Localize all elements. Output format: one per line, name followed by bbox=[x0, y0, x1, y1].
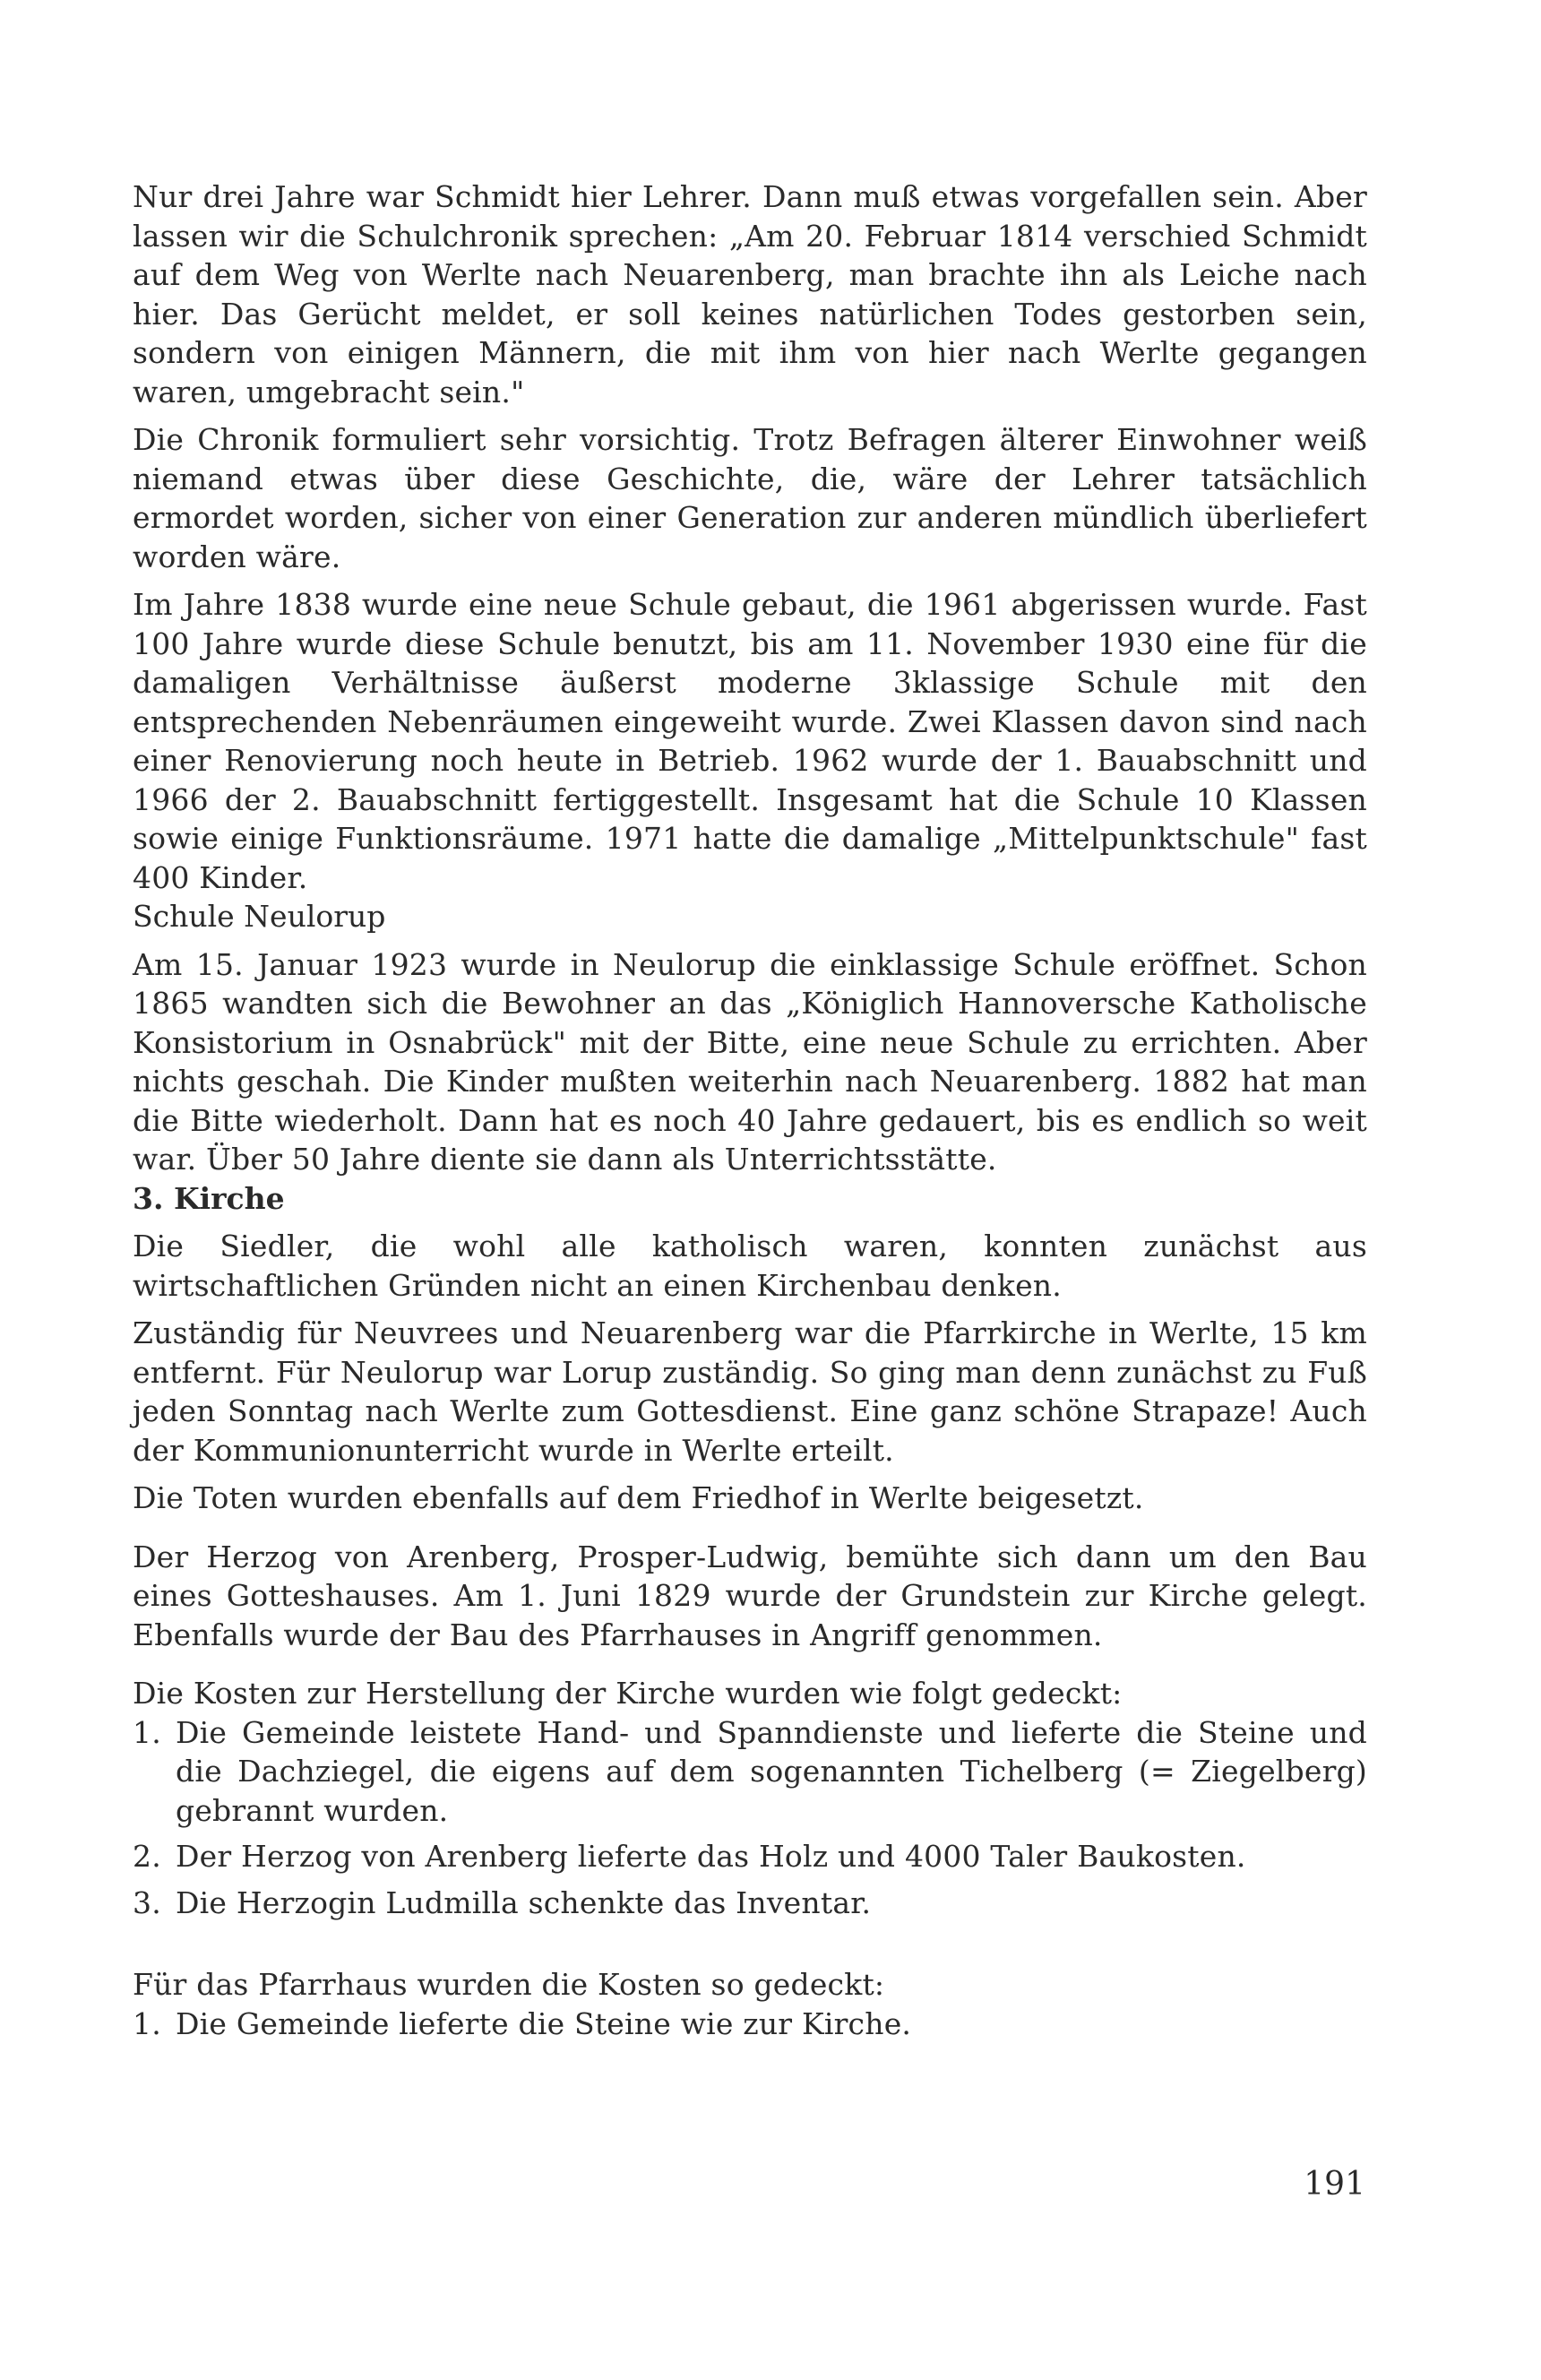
paragraph-neulorup: Am 15. Januar 1923 wurde in Neulorup die einklassige Schule eröffnet. Schon 1865 wandten sich die Bewohner an das „Königlich Hannoversche Katholische Konsistorium in Osnabrück" mit der Bitte, eine neue Schule zu errichten. Aber nichts geschah. Die Kinder mußten weiterhin nach Neuarenberg. 1882 hat man die Bitte wiederholt. Dann hat es noch 40 Jahre gedauert, bis es endlich so weit war. Über 50 Jahre diente sie dann als Unterrichtsstätte. bbox=[133, 946, 1367, 1177]
list-item bbox=[133, 1837, 1367, 1876]
list-marker: 3. bbox=[133, 1884, 161, 1920]
list-marker: 1. bbox=[133, 1714, 161, 1750]
paragraph-neue-schule: Im Jahre 1838 wurde eine neue Schule gebaut, die 1961 abgerissen wurde. Fast 100 Jahre wurde diese Schule benutzt, bis am 11. November 1930 eine für die damaligen Verhältnisse äußerst moderne 3klassige Schule mit den entsprechenden Nebenräumen eingeweiht wurde. Zwei Klassen davon sind nach einer Renovierung noch heute in Betrieb. 1962 wurde der 1. Bauabschnitt und 1966 der 2. Bauabschnitt fertiggestellt. Insgesamt hat die Schule 10 Klassen sowie einige Funktionsräume. 1971 hatte die damalige „Mittelpunktschule" fast 400 Kinder. bbox=[133, 587, 1367, 895]
list-item-text: Die Gemeinde lieferte die Steine wie zur Kirche. bbox=[176, 2005, 912, 2041]
list-item-text: Der Herzog von Arenberg lieferte das Holz und 4000 Taler Baukosten. bbox=[176, 1839, 1246, 1874]
paragraph-pfarrkirche: Zuständig für Neuvrees und Neuarenberg war die Pfarrkirche in Werlte, 15 km entfernt. Für Neulorup war Lorup zuständig. So ging man denn zunächst zu Fuß jeden Sonntag nach Werlte zum Gottesdienst. Eine ganz schöne Strapaze! Auch der Kommunionunterricht wurde in Werlte erteilt. bbox=[133, 1315, 1367, 1468]
list-item-text: Die Herzogin Ludmilla schenkte das Inventar. bbox=[176, 1884, 872, 1920]
paragraph-toten: Die Toten wurden ebenfalls auf dem Friedhof in Werlte beigesetzt. bbox=[133, 1480, 1144, 1515]
paragraph-herzog: Der Herzog von Arenberg, Prosper-Ludwig, bemühte sich dann um den Bau eines Gotteshauses. Am 1. Juni 1829 wurde der Grundstein zur Kirche gelegt. Ebenfalls wurde der Bau des Pfarrhauses in Angriff genommen. bbox=[133, 1539, 1367, 1652]
list-item bbox=[133, 2005, 1367, 2044]
subheading-schule-neulorup: Schule Neulorup bbox=[133, 899, 386, 934]
paragraph-chronik: Die Chronik formuliert sehr vorsichtig. Trotz Befragen älterer Einwohner weiß niemand etwas über diese Geschichte, die, wäre der Lehrer tatsächlich ermordet worden, sicher von einer Generation zur anderen mündlich überliefert worden wäre. bbox=[133, 422, 1367, 574]
paragraph-kosten-pfarrhaus: Für das Pfarrhaus wurden die Kosten so gedeckt: bbox=[133, 1967, 885, 2002]
list-item bbox=[133, 1884, 1367, 1923]
paragraph-kosten-kirche: Die Kosten zur Herstellung der Kirche wurden wie folgt gedeckt: bbox=[133, 1676, 1123, 1711]
list-kosten-pfarrhaus bbox=[133, 2005, 1367, 2044]
text-column bbox=[133, 177, 1367, 2043]
list-marker: 2. bbox=[133, 1839, 161, 1874]
list-item bbox=[133, 1713, 1367, 1831]
paragraph-schmidt: Nur drei Jahre war Schmidt hier Lehrer. Dann muß etwas vorgefallen sein. Aber lassen wir die Schulchronik sprechen: „Am 20. Februar 1814 verschied Schmidt auf dem Weg von Werlte nach Neuarenberg, man brachte ihn als Leiche nach hier. Das Gerücht meldet, er soll keines natürlichen Todes gestorben sein, sondern von einigen Männern, die mit ihm von hier nach Werlte gegangen waren, umgebracht sein." bbox=[133, 179, 1367, 410]
page-number: 191 bbox=[1304, 2166, 1365, 2203]
section-heading-kirche: 3. Kirche bbox=[133, 1180, 285, 1216]
list-item-text: Die Gemeinde leistete Hand- und Spanndienste und lieferte die Steine und die Dachziegel, die eigens auf dem sogenannten Tichelberg (= Ziegelberg) gebrannt wurden. bbox=[176, 1714, 1367, 1828]
paragraph-siedler: Die Siedler, die wohl alle katholisch waren, konnten zunächst aus wirtschaftlichen Gründen nicht an einen Kirchenbau denken. bbox=[133, 1229, 1367, 1303]
list-kosten-kirche bbox=[133, 1713, 1367, 1923]
list-marker: 1. bbox=[133, 2005, 161, 2041]
